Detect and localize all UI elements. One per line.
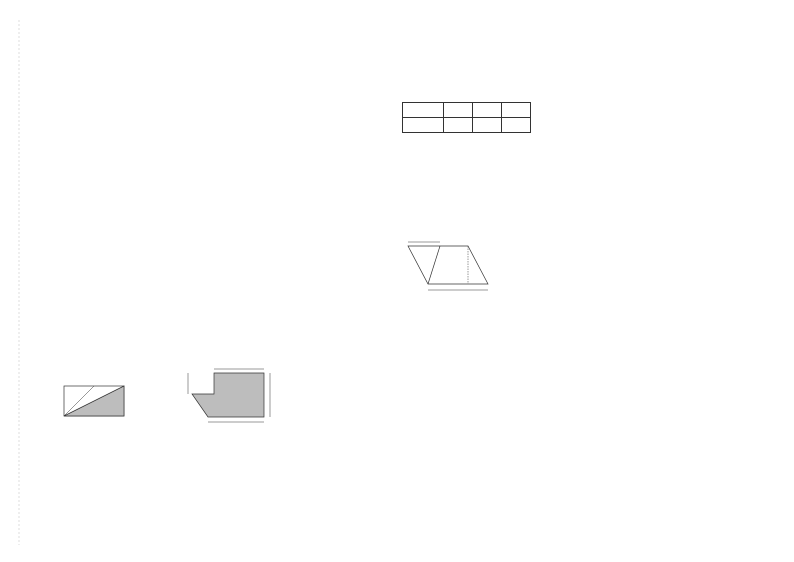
figure-rectangle-triangle (58, 382, 148, 424)
figure-parallelogram (406, 236, 496, 300)
table-header (444, 103, 473, 118)
right-column (402, 0, 760, 562)
table-header (502, 103, 531, 118)
binding-margin (14, 0, 24, 562)
left-column (48, 0, 393, 562)
table-header (403, 103, 444, 118)
table-row (403, 118, 531, 133)
table-cell (473, 118, 502, 133)
table-cell (444, 118, 473, 133)
option-c-figure (602, 376, 668, 440)
table-row (403, 103, 531, 118)
option-b-figure (510, 378, 568, 438)
table-cell (403, 118, 444, 133)
table-cell (502, 118, 531, 133)
figure-composite-shape (180, 364, 290, 428)
flight-table (402, 102, 531, 133)
option-a-figure (418, 378, 478, 438)
table-header (473, 103, 502, 118)
